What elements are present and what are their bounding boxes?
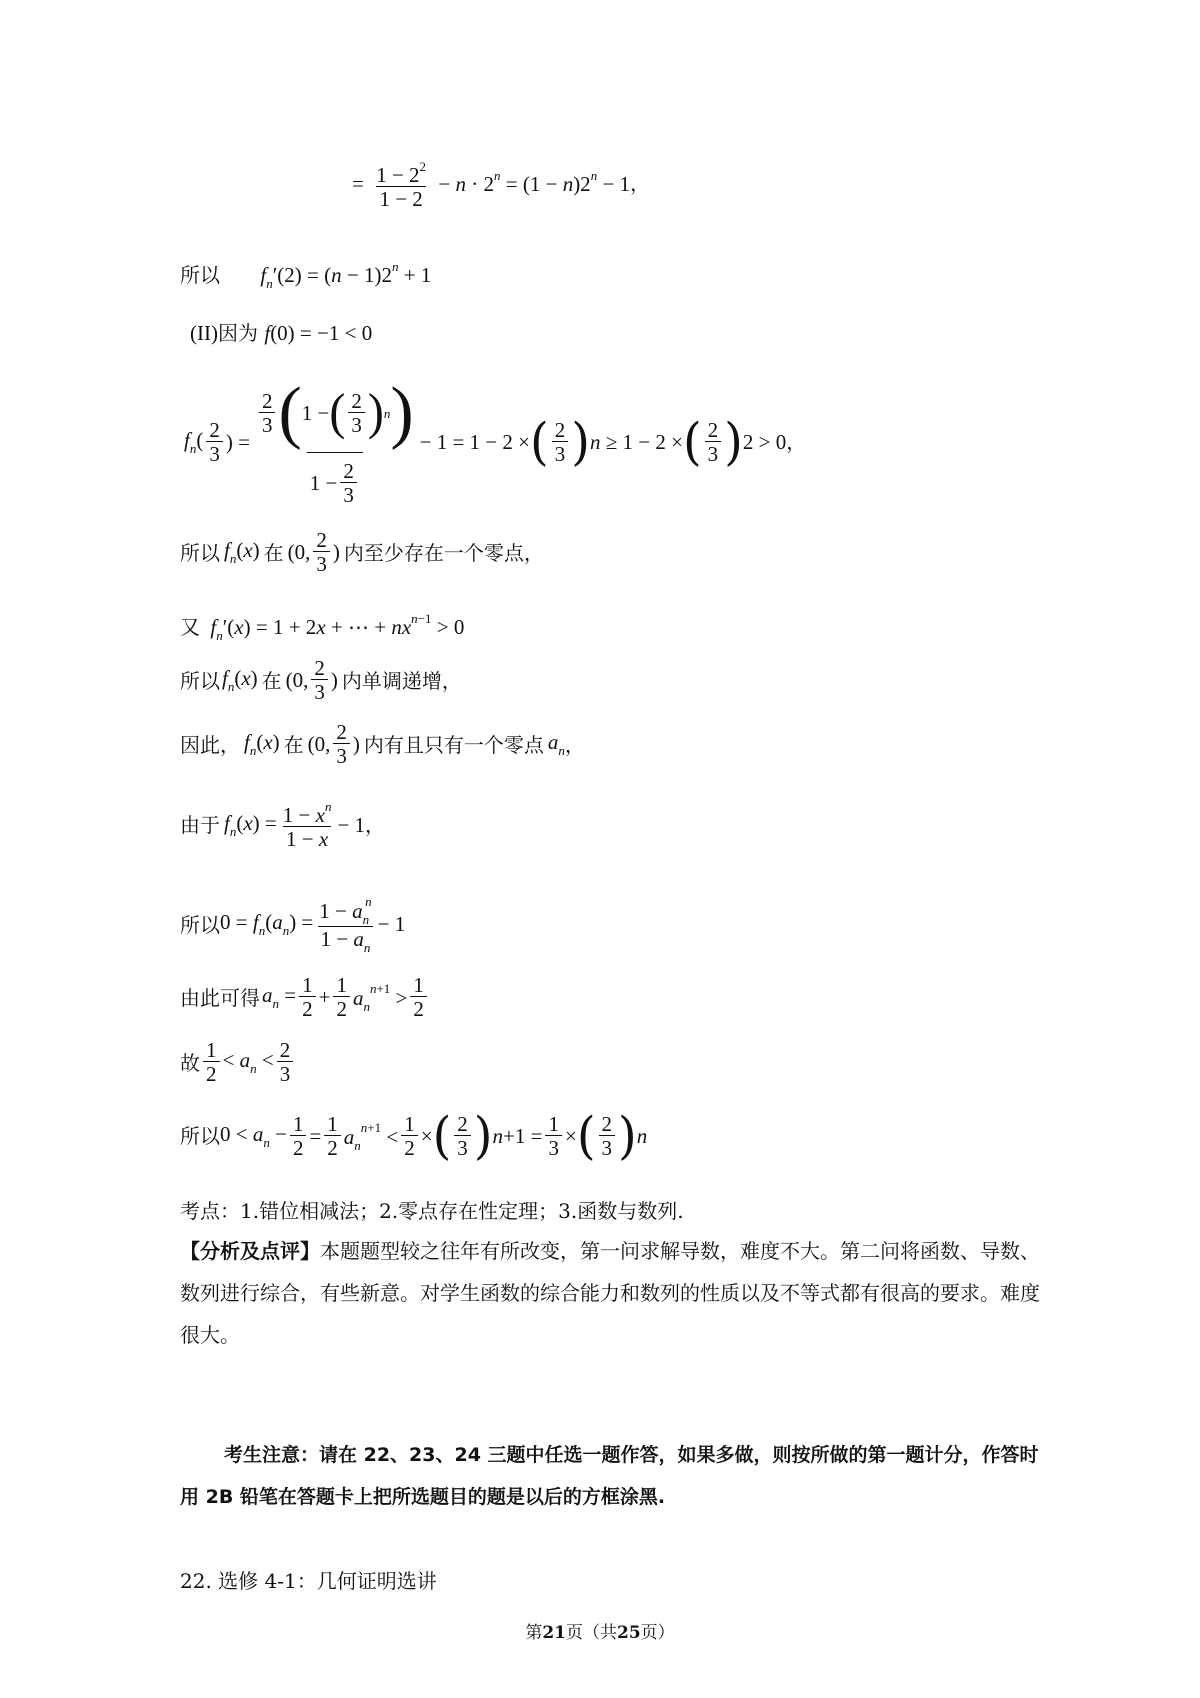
equation-line-10: 所以 $0 = f_n(a_n)$ = $\frac{1 - a_n^n}{1 - a_n}$ − 1 xyxy=(180,894,406,955)
text-label: 所以 xyxy=(180,263,220,287)
equation-line-3: (II)因为 f(0) = −1 < 0 xyxy=(190,321,373,345)
notice-paragraph: 考生注意：请在 22、23、24 三题中任选一题作答，如果多做，则按所做的第一题计分，作答时用 2B 铅笔在答题卡上把所选题目的题是以后的方框涂黑. xyxy=(180,1444,1039,1508)
analysis-label: 【分析及点评】 xyxy=(180,1239,320,1263)
equation-line-11: 由此可得 $a_n$ = $\frac{1}{2}$ + $\frac{1}{2}$ $a_n^{n+1}$ > $\frac{1}{2}$ xyxy=(180,975,430,1020)
analysis-text: 本题题型较之往年有所改变，第一问求解导数，难度不大。第二问将函数、导数、数列进行综合，有些新意。对学生函数的综合能力和数列的性质以及不等式都有很高的要求。难度很大。 xyxy=(180,1239,1040,1347)
equation-line-9: 由于 $f_n(x)$ = $\frac{1 - x^n}{1 - x}$ − 1 ， xyxy=(180,799,386,851)
page-footer: 第21页（共25页） xyxy=(525,1623,675,1643)
equation-line-12: 故 $\frac{1}{2}$ < $a_n$ < $\frac{2}{3}$ xyxy=(180,1040,296,1085)
equation-line-8: 因此， $f_n(x)$ 在 (0, $\frac{2}{3}$ ) 内有且只有一个零点 $a_n$ ， xyxy=(180,720,585,768)
page-number: 21 xyxy=(542,1623,566,1643)
equation-line-2: 所以 $f_n'(2) = (n - 1)2^n + 1$ xyxy=(180,259,432,291)
equation-line-6: 又 $f_n'(x) = 1 + 2x$ + ⋯ + $nx^{n-1} > 0$ xyxy=(180,611,465,643)
equation-line-4: $f_n$( $\frac{2}{3}$ ) = $\frac{2}{3}$ ( 1 − ( $\frac{2}{3}$ ) n ) 1 − $\frac{2}{3}$ − 1 = 1 − 2 × ( $\frac{2}{3}$ ) n ≥ 1 − 2 × ( $\frac{2}{3}$ ) 2 > 0 ， xyxy=(184,374,807,507)
section-22-heading: 22. 选修 4-1：几何证明选讲 xyxy=(180,1569,437,1593)
equation-line-1: = $\frac{1 - 2^2}{1 - 2}$ − $n \cdot 2^n = (1 - n)2^n - 1$， xyxy=(352,159,651,211)
equation-line-7: 所以 $f_n(x)$ 在 (0, $\frac{2}{3}$ ) 内单调递增， xyxy=(180,656,462,704)
equation-line-5: 所以 $f_n(x)$ 在 (0, $\frac{2}{3}$ ) 内至少存在一个零点， xyxy=(180,528,544,576)
kaodian-line: 考点：1.错位相减法；2.零点存在性定理；3.函数与数列. xyxy=(180,1199,684,1223)
analysis-paragraph xyxy=(180,1230,1040,1356)
equation-line-13: 所以 $0 < a_n$ − $\frac{1}{2}$ = $\frac{1}{2}$ $a_n^{n+1}$ < $\frac{1}{2}$ × ( $\frac{2}{3}$ ) n+1 = $\frac{1}{3}$ × ( $\frac{2}{3}$ ) n xyxy=(180,1106,648,1166)
page-total: 25 xyxy=(617,1623,641,1643)
